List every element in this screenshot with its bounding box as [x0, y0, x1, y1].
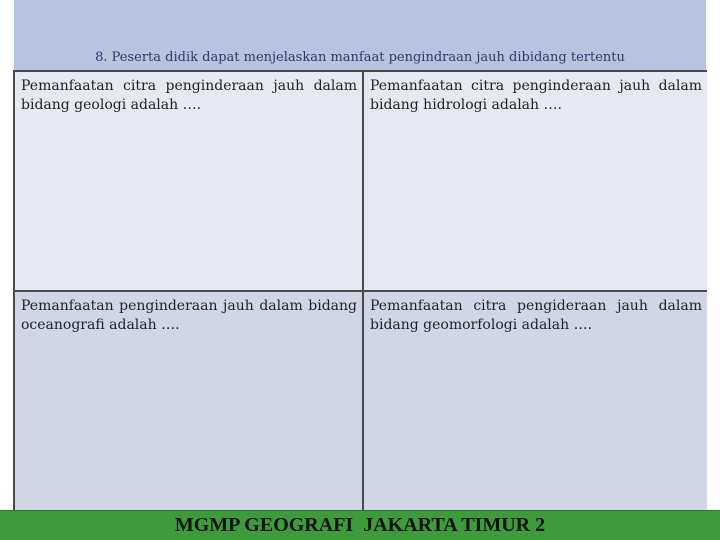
cell-hidrologi: Pemanfaatan citra penginderaan jauh dalam bidang hidrologi adalah …. [364, 72, 707, 290]
cell-oceanografi: Pemanfaatan penginderaan jauh dalam bidang oceanografi adalah …. [15, 292, 362, 510]
footer-bar [0, 510, 720, 540]
footer-text: MGMP GEOGRAFI JAKARTA TIMUR 2 [174, 514, 546, 536]
question-heading: 8. Peserta didik dapat menjelaskan manfaat pengindraan jauh dibidang tertentu [95, 50, 625, 65]
cell-geologi: Pemanfaatan citra penginderaan jauh dalam bidang geologi adalah …. [15, 72, 362, 290]
question-grid [13, 70, 707, 510]
cell-geomorfologi: Pemanfaatan citra pengideraan jauh dalam bidang geomorfologi adalah …. [364, 292, 707, 510]
